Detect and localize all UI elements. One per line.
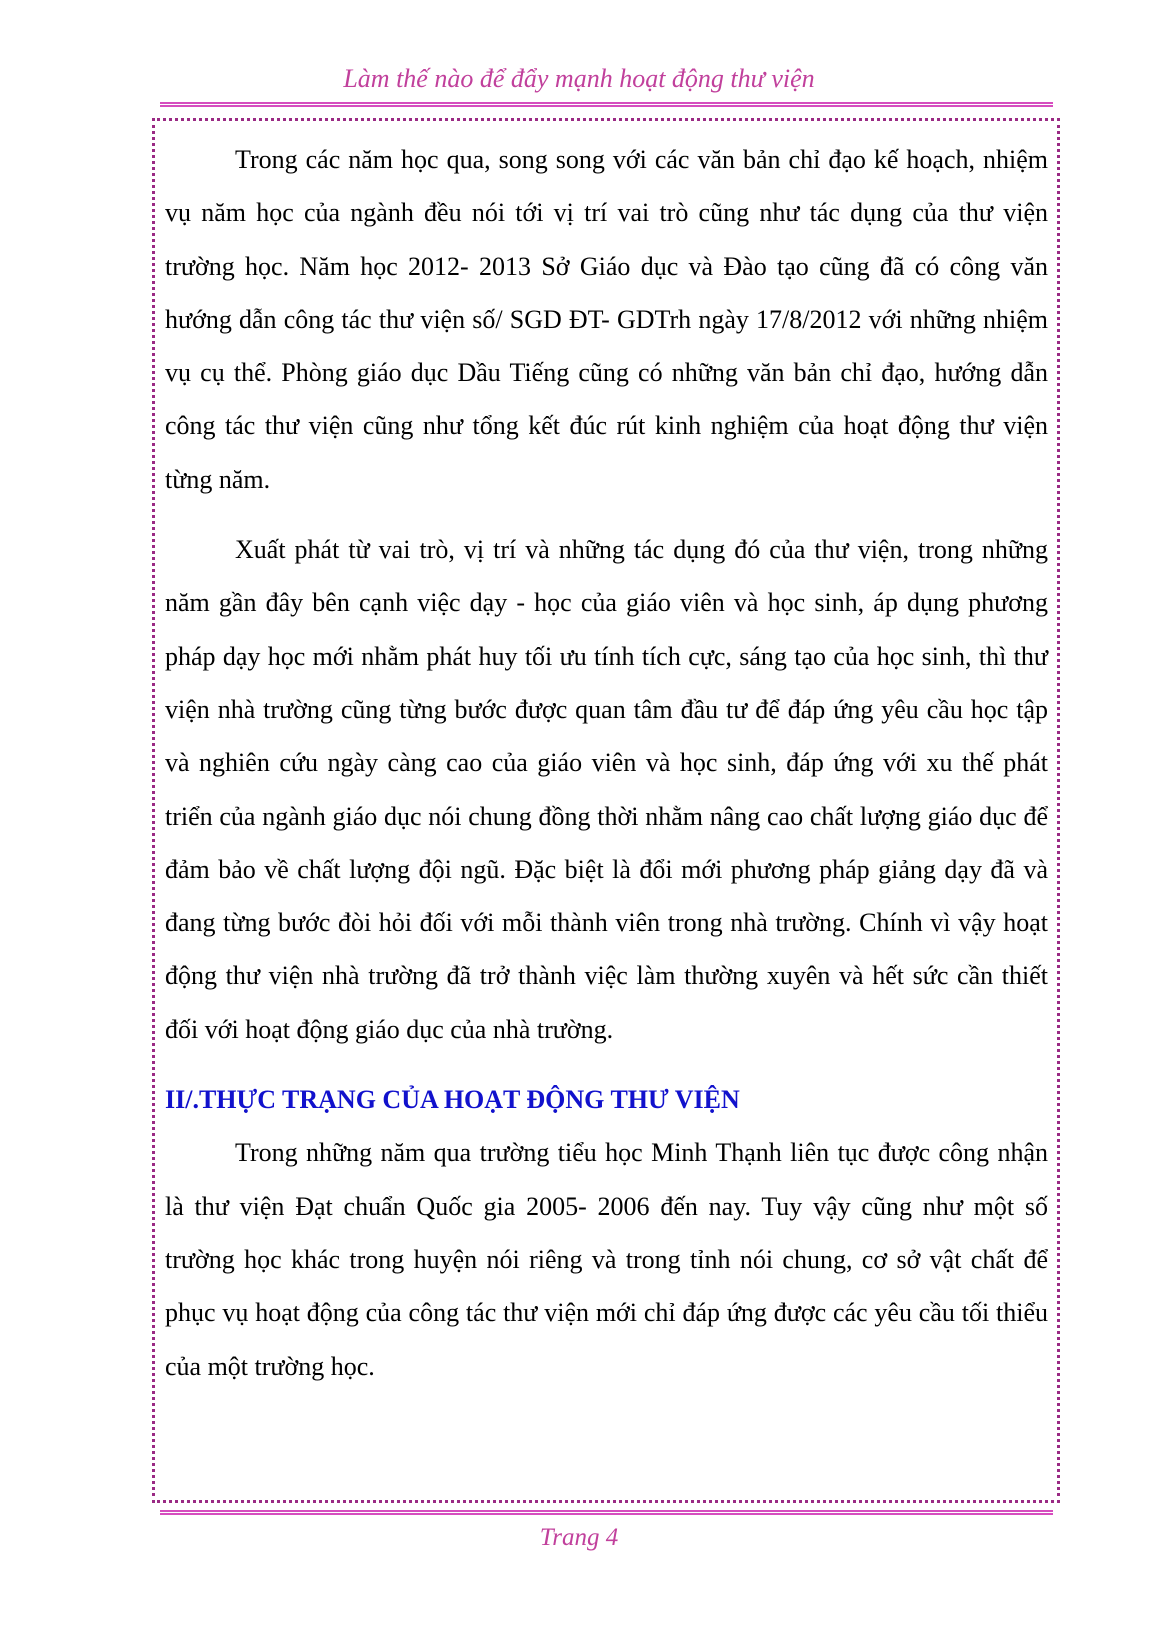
body-paragraph-3: Trong những năm qua trường tiểu học Minh Thạnh liên tục được công nhận là thư viện Đạt chuẩn Quốc gia 2005- 2006 đến nay. Tuy vậy cũng như một số trường học khác trong huyện nói riêng và trong tỉnh nói chung, cơ sở vật chất để phục vụ hoạt động của công tác thư viện mới chỉ đáp ứng được các yêu cầu tối thiểu của một trường học. <box>165 1138 1048 1381</box>
section-heading: II/.THỰC TRẠNG CỦA HOẠT ĐỘNG THƯ VIỆN <box>165 1085 740 1115</box>
body-paragraph-2: Xuất phát từ vai trò, vị trí và những tác dụng đó của thư viện, trong những năm gần đây bên cạnh việc dạy - học của giáo viên và học sinh, áp dụng phương pháp dạy học mới nhằm phát huy tối ưu tính tích cực, sáng tạo của học sinh, thì thư viện nhà trường cũng từng bước được quan tâm đầu tư để đáp ứng yêu cầu học tập và nghiên cứu ngày càng cao của giáo viên và học sinh, đáp ứng với xu thế phát triển của ngành giáo dục nói chung đồng thời nhằm nâng cao chất lượng giáo dục để đảm bảo về chất lượng đội ngũ. Đặc biệt là đổi mới phương pháp giảng dạy đã và đang từng bước đòi hỏi đối với mỗi thành viên trong nhà trường. Chính vì vậy hoạt động thư viện nhà trường đã trở thành việc làm thường xuyên và hết sức cần thiết đối với hoạt động giáo dục của nhà trường. <box>165 535 1048 1044</box>
page-number: Trang 4 <box>539 1524 619 1551</box>
body-paragraph-1: Trong các năm học qua, song song với các văn bản chỉ đạo kế hoạch, nhiệm vụ năm học của ngành đều nói tới vị trí vai trò cũng như tác dụng của thư viện trường học. Năm học 2012- 2013 Sở Giáo dục và Đào tạo cũng đã có công văn hướng dẫn công tác thư viện số/ SGD ĐT- GDTrh ngày 17/8/2012 với những nhiệm vụ cụ thể. Phòng giáo dục Dầu Tiếng cũng có những văn bản chỉ đạo, hướng dẫn công tác thư viện cũng như tổng kết đúc rút kinh nghiệm của hoạt động thư viện từng năm. <box>165 145 1048 494</box>
footer-double-rule <box>160 1510 1053 1515</box>
document-body <box>165 133 1048 1393</box>
header-double-rule <box>160 102 1053 107</box>
page-header-title: Làm thế nào để đẩy mạnh hoạt động thư viện <box>343 64 815 93</box>
